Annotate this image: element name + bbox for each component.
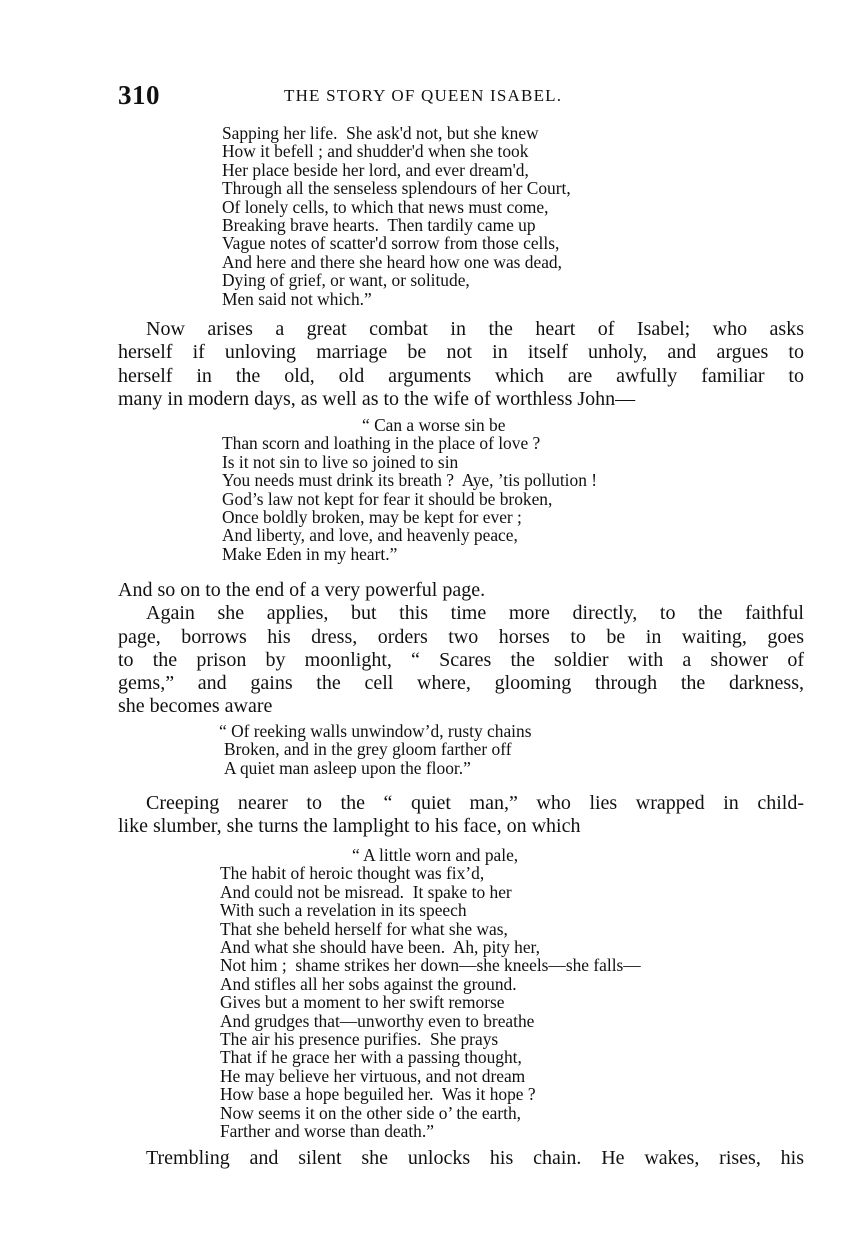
verse-line: Once boldly broken, may be kept for ever ;: [222, 507, 522, 528]
prose-line: Again she applies, but this time more directly, to the faithful: [146, 602, 804, 625]
verse-line: God’s law not kept for fear it should be broken,: [222, 488, 553, 509]
prose-line: many in modern days, as well as to the wife of worthless John—: [118, 387, 636, 410]
verse-line: Men said not which.”: [222, 288, 372, 309]
verse-line: The habit of heroic thought was fix’d,: [220, 863, 485, 884]
verse-line: A quiet man asleep upon the floor.”: [224, 757, 471, 778]
prose-line: to the prison by moonlight, “ Scares the soldier with a shower of: [118, 648, 804, 671]
verse-line: The air his presence purifies. She prays: [220, 1029, 499, 1050]
verse-block-4: [220, 846, 641, 1141]
verse-block-3: [219, 721, 532, 778]
verse-line: Vague notes of scatter'd sorrow from those cells,: [222, 233, 560, 254]
page-header: [118, 80, 808, 114]
verse-line: He may believe her virtuous, and not dream: [220, 1065, 526, 1086]
verse-block-2: [222, 416, 597, 563]
prose-line: Creeping nearer to the “ quiet man,” who lies wrapped in child-: [146, 792, 804, 814]
verse-line: “ A little worn and pale,: [352, 845, 519, 865]
verse-line: And grudges that—unworthy even to breathe: [220, 1010, 535, 1031]
page-number: 310: [118, 80, 160, 110]
verse-line: Dying of grief, or want, or solitude,: [222, 270, 470, 291]
verse-line: With such a revelation in its speech: [220, 900, 467, 921]
verse-line: Make Eden in my heart.”: [222, 543, 398, 564]
verse-line: Her place beside her lord, and ever dream'd,: [222, 159, 529, 180]
prose-line: And so on to the end of a very powerful page.: [118, 579, 486, 601]
verse-line: And could not be misread. It spake to her: [220, 881, 512, 902]
verse-line: You needs must drink its breath ? Aye, ’tis pollution !: [222, 470, 598, 491]
prose-line: herself if unloving marriage be not in itself unholy, and argues to: [118, 341, 804, 364]
prose-line: gems,” and gains the cell where, glooming through the darkness,: [118, 672, 804, 695]
prose-line: herself in the old, old arguments which are awfully familiar to: [118, 364, 804, 387]
paragraph-4: [118, 1147, 804, 1170]
verse-line: That she beheld herself for what she was,: [220, 918, 508, 939]
verse-line: Is it not sin to live so joined to sin: [222, 451, 459, 472]
prose-line: Trembling and silent she unlocks his chain. He wakes, rises, his: [146, 1147, 804, 1169]
paragraph-2: [118, 579, 804, 719]
running-title: THE STORY OF QUEEN ISABEL.: [284, 86, 563, 105]
verse-line: Of lonely cells, to which that news must come,: [222, 196, 549, 217]
verse-line: Through all the senseless splendours of her Court,: [222, 178, 571, 199]
verse-line: Gives but a moment to her swift remorse: [220, 992, 505, 1013]
verse-line: That if he grace her with a passing thought,: [220, 1047, 522, 1068]
verse-line: Not him ; shame strikes her down—she kneels—she falls—: [220, 955, 641, 976]
verse-line: And here and there she heard how one was dead,: [222, 251, 562, 272]
verse-line: Sapping her life. She ask'd not, but she knew: [222, 123, 539, 143]
verse-line: Than scorn and loathing in the place of love ?: [222, 433, 541, 454]
verse-line: “ Of reeking walls unwindow’d, rusty chains: [219, 721, 532, 741]
verse-line: “ Can a worse sin be: [362, 415, 506, 435]
verse-line: And what she should have been. Ah, pity her,: [220, 937, 541, 958]
prose-line: like slumber, she turns the lamplight to his face, on which: [118, 815, 581, 838]
prose-line: page, borrows his dress, orders two horses to be in waiting, goes: [118, 625, 804, 648]
verse-block-1: [222, 124, 571, 308]
verse-line: Now seems it on the other side o’ the earth,: [220, 1102, 522, 1123]
verse-line: Farther and worse than death.”: [220, 1121, 434, 1142]
verse-line: And stifles all her sobs against the ground.: [220, 973, 517, 994]
paragraph-3: [118, 792, 804, 839]
paragraph-1: [118, 318, 804, 411]
prose-line: Now arises a great combat in the heart of Isabel; who asks: [146, 318, 804, 340]
verse-line: How it befell ; and shudder'd when she took: [222, 141, 529, 162]
verse-line: Broken, and in the grey gloom farther off: [224, 739, 512, 760]
verse-line: And liberty, and love, and heavenly peace,: [222, 525, 518, 546]
prose-line: she becomes aware: [118, 695, 273, 718]
verse-line: Breaking brave hearts. Then tardily came up: [222, 215, 536, 236]
verse-line: How base a hope beguiled her. Was it hope ?: [220, 1084, 536, 1105]
